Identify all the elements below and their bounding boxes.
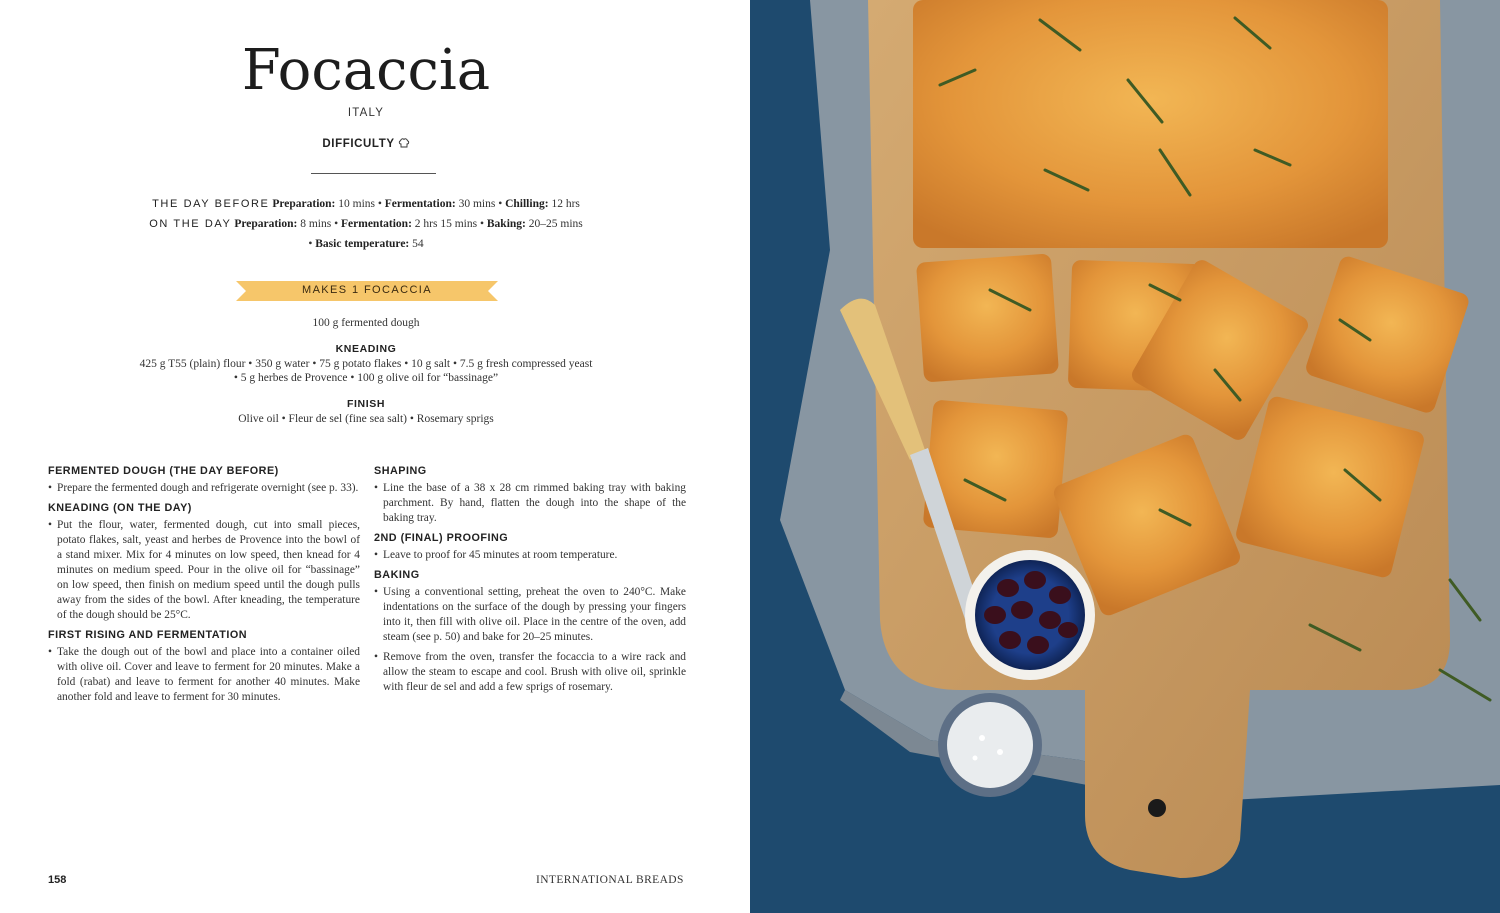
ingredients-finish-heading: FINISH — [346, 398, 386, 410]
running-head: INTERNATIONAL BREADS — [536, 874, 684, 886]
recipe-title: Focaccia — [241, 38, 491, 103]
yield-label: MAKES 1 FOCACCIA — [302, 284, 432, 296]
baking-value: 20–25 mins — [528, 218, 583, 230]
method-heading: KNEADING (ON THE DAY) — [48, 502, 192, 514]
focaccia-slab — [913, 0, 1388, 248]
prep-value: 8 mins — [300, 218, 332, 230]
fermentation-value: 2 hrs 15 mins — [414, 218, 478, 230]
difficulty-label: DIFFICULTY — [322, 138, 395, 150]
method-step-text: Put the flour, water, fermented dough, cut into small pieces, potato flakes, salt, yeast and herbes de Provence into the bowl of a stand mixer. Mix for 4 minutes on low speed, then knead for 4 minutes on medium speed. Pour in the olive oil for “bassinage” on low speed, then finish on medium speed until the dough pulls away from the sides of the bowl. After kneading, the temperature of the dough should be 25°C. — [57, 519, 360, 621]
timing-on-the-day-label: ON THE DAY — [149, 218, 232, 230]
focaccia-photo-illustration — [750, 0, 1500, 913]
basic-temperature-label: Basic temperature: — [315, 238, 410, 250]
fermentation-label: Fermentation: — [384, 198, 456, 210]
ingredients-kneading-heading: KNEADING — [335, 343, 397, 355]
method-step-text: Line the base of a 38 x 28 cm rimmed baking tray with baking parchment. By hand, flatten the dough into the shape of the baking tray. — [383, 482, 686, 524]
method-step: • Take the dough out of the bowl and place into a container oiled with olive oil. Cover and leave to ferment for 20 minutes. Make a fold (rabat) and leave to ferment for another 40 minutes. Make another fold and leave to ferment for 30 minutes. — [48, 646, 360, 703]
timing-basic-temperature: • Basic temperature: 54 — [308, 238, 424, 250]
method-column-left — [48, 461, 360, 710]
fermentation-label: Fermentation: — [341, 218, 412, 230]
method-step-text: Take the dough out of the bowl and place into a container oiled with olive oil. Cover and leave to ferment for 20 minutes. Make a fold (rabat) and leave to ferment for another 40 minutes. Make another fold and leave to ferment for 30 minutes. — [57, 646, 360, 703]
timing-day-before-label: THE DAY BEFORE — [152, 198, 270, 210]
method-heading: FIRST RISING AND FERMENTATION — [48, 629, 248, 641]
focaccia-photo — [750, 0, 1500, 913]
recipe-country: ITALY — [347, 107, 385, 119]
chilling-value: 12 hrs — [551, 198, 580, 210]
page-number: 158 — [48, 874, 67, 886]
method-step: • Leave to proof for 45 minutes at room temperature. — [374, 549, 618, 561]
board-hole — [1148, 799, 1166, 817]
method-step-text: Leave to proof for 45 minutes at room temperature. — [383, 549, 618, 561]
ingredient-fermented-dough: 100 g fermented dough — [312, 317, 420, 329]
chilling-label: Chilling: — [505, 198, 549, 210]
method-step-text: Remove from the oven, transfer the focaccia to a wire rack and allow the steam to escape and cool. Brush with olive oil, sprinkle with fleur de sel and add a few sprigs of rosemary. — [383, 651, 686, 693]
method-step: • Prepare the fermented dough and refrigerate overnight (see p. 33). — [48, 482, 359, 494]
method-heading: FERMENTED DOUGH (THE DAY BEFORE) — [48, 465, 279, 477]
ingredients-kneading-line: 425 g T55 (plain) flour • 350 g water • 75 g potato flakes • 10 g salt • 7.5 g fresh compressed yeast — [139, 358, 593, 370]
method-step: • Using a conventional setting, preheat the oven to 240°C. Make indentations on the surface of the dough by pressing your fingers into it, then fill with olive oil. Place in the centre of the oven, add steam (see p. 50) and bake for 20–25 minutes. — [374, 586, 686, 643]
method-step-text: Using a conventional setting, preheat the oven to 240°C. Make indentations on the surface of the dough by pressing your fingers into it, then fill with olive oil. Place in the centre of the oven, add steam (see p. 50) and bake for 20–25 minutes. — [383, 586, 686, 643]
prep-label: Preparation: — [272, 198, 336, 210]
method-step-text: Prepare the fermented dough and refrigerate overnight (see p. 33). — [57, 482, 359, 494]
prep-label: Preparation: — [234, 218, 298, 230]
timing-on-the-day: ON THE DAY Preparation: 8 mins • Fermentation: 2 hrs 15 mins • Baking: 20–25 mins — [149, 218, 583, 230]
method-step: • Put the flour, water, fermented dough, cut into small pieces, potato flakes, salt, yeast and herbes de Provence into the bowl of a stand mixer. Mix for 4 minutes on low speed, then knead for 4 minutes on medium speed. Pour in the olive oil for “bassinage” on low speed, then finish on medium speed until the dough pulls away from the sides of the bowl. After kneading, the temperature of the dough should be 25°C. — [48, 519, 360, 621]
fermentation-value: 30 mins — [458, 198, 496, 210]
ingredients-kneading-line: • 5 g herbes de Provence • 100 g olive oil for “bassinage” — [233, 372, 499, 384]
chef-hat-icon — [398, 137, 410, 149]
difficulty-rating — [0, 137, 732, 150]
divider — [311, 173, 436, 174]
salt-bowl — [938, 693, 1042, 797]
method-heading: BAKING — [374, 569, 420, 581]
method-heading: SHAPING — [374, 465, 427, 477]
prep-value: 10 mins — [338, 198, 375, 210]
method-column-right — [374, 461, 686, 700]
basic-temperature-value: 54 — [412, 238, 424, 250]
timing-day-before: THE DAY BEFORE Preparation: 10 mins • Fermentation: 30 mins • Chilling: 12 hrs — [152, 198, 580, 210]
method-step: • Line the base of a 38 x 28 cm rimmed baking tray with baking parchment. By hand, flatten the dough into the shape of the baking tray. — [374, 482, 686, 524]
method-heading: 2ND (FINAL) PROOFING — [374, 532, 509, 544]
olive-bowl — [965, 550, 1095, 680]
baking-label: Baking: — [486, 218, 526, 230]
method-step: • Remove from the oven, transfer the focaccia to a wire rack and allow the steam to escape and cool. Brush with olive oil, sprinkle with fleur de sel and add a few sprigs of rosemary. — [374, 651, 686, 693]
ingredients-finish-line: Olive oil • Fleur de sel (fine sea salt) • Rosemary sprigs — [238, 413, 494, 425]
